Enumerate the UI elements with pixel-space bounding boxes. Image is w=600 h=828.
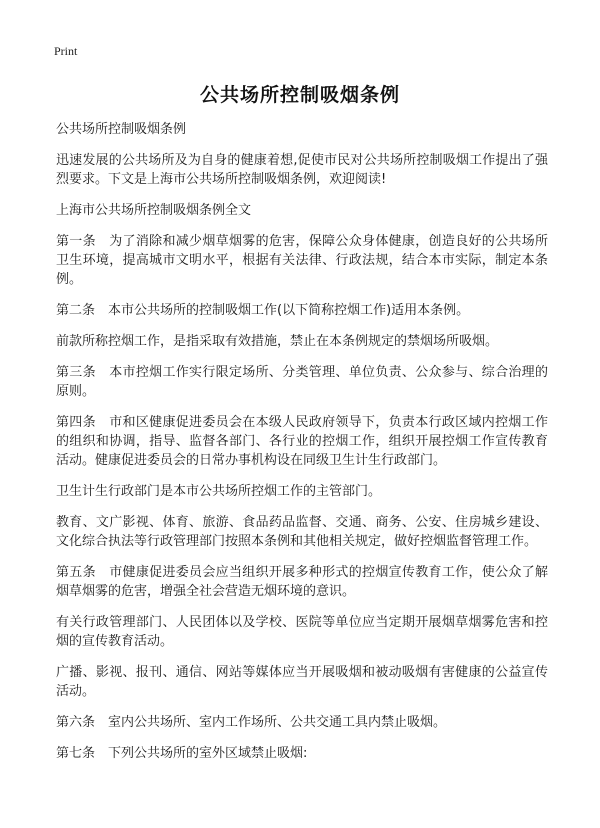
article-4: 第四条 市和区健康促进委员会在本级人民政府领导下，负责本行政区域内控烟工作的组织和协调，指导、监督各部门、各行业的控烟工作，组织开展控烟工作宣传教育活动。健康促进委员会的日常办事机构设在同级卫生计生行政部门。 — [56, 415, 548, 468]
fulltext-heading: 上海市公共场所控制吸烟条例全文 — [56, 203, 252, 218]
article-5: 第五条 市健康促进委员会应当组织开展多种形式的控烟宣传教育工作，使公众了解烟草烟雾的危害，增强全社会营造无烟环境的意识。 — [56, 565, 548, 599]
article-1: 第一条 为了消除和减少烟草烟雾的危害，保障公众身体健康，创造良好的公共场所卫生环境，提高城市文明水平，根据有关法律、行政法规，结合本市实际，制定本条例。 — [56, 234, 548, 287]
article-5-clause-2: 广播、影视、报刊、通信、网站等媒体应当开展吸烟和被动吸烟有害健康的公益宣传活动。 — [56, 665, 548, 699]
article-6: 第六条 室内公共场所、室内工作场所、公共交通工具内禁止吸烟。 — [56, 715, 447, 730]
doc-subtitle: 公共场所控制吸烟条例 — [56, 122, 187, 137]
article-3: 第三条 本市控烟工作实行限定场所、分类管理、单位负责、公众参与、综合治理的原则。 — [56, 365, 548, 399]
article-7: 第七条 下列公共场所的室外区域禁止吸烟: — [56, 746, 308, 761]
article-4-clause-2: 教育、文广影视、体育、旅游、食品药品监督、交通、商务、公安、住房城乡建设、文化综合执法等行政管理部门按照本条例和其他相关规定，做好控烟监督管理工作。 — [56, 515, 548, 549]
article-2-clause: 前款所称控烟工作，是指采取有效措施，禁止在本条例规定的禁烟场所吸烟。 — [56, 334, 499, 349]
article-2: 第二条 本市公共场所的控制吸烟工作(以下简称控烟工作)适用本条例。 — [56, 303, 470, 318]
article-4-clause-1: 卫生计生行政部门是本市公共场所控烟工作的主管部门。 — [56, 484, 382, 499]
print-label: Print — [54, 44, 78, 58]
article-5-clause-1: 有关行政管理部门、人民团体以及学校、医院等单位应当定期开展烟草烟雾危害和控烟的宣传教育活动。 — [56, 615, 548, 649]
page-title: 公共场所控制吸烟条例 — [199, 84, 400, 106]
intro-paragraph: 迅速发展的公共场所及为自身的健康着想,促使市民对公共场所控制吸烟工作提出了强烈要求。下文是上海市公共场所控制吸烟条例，欢迎阅读! — [56, 153, 548, 187]
document-body — [56, 120, 548, 775]
